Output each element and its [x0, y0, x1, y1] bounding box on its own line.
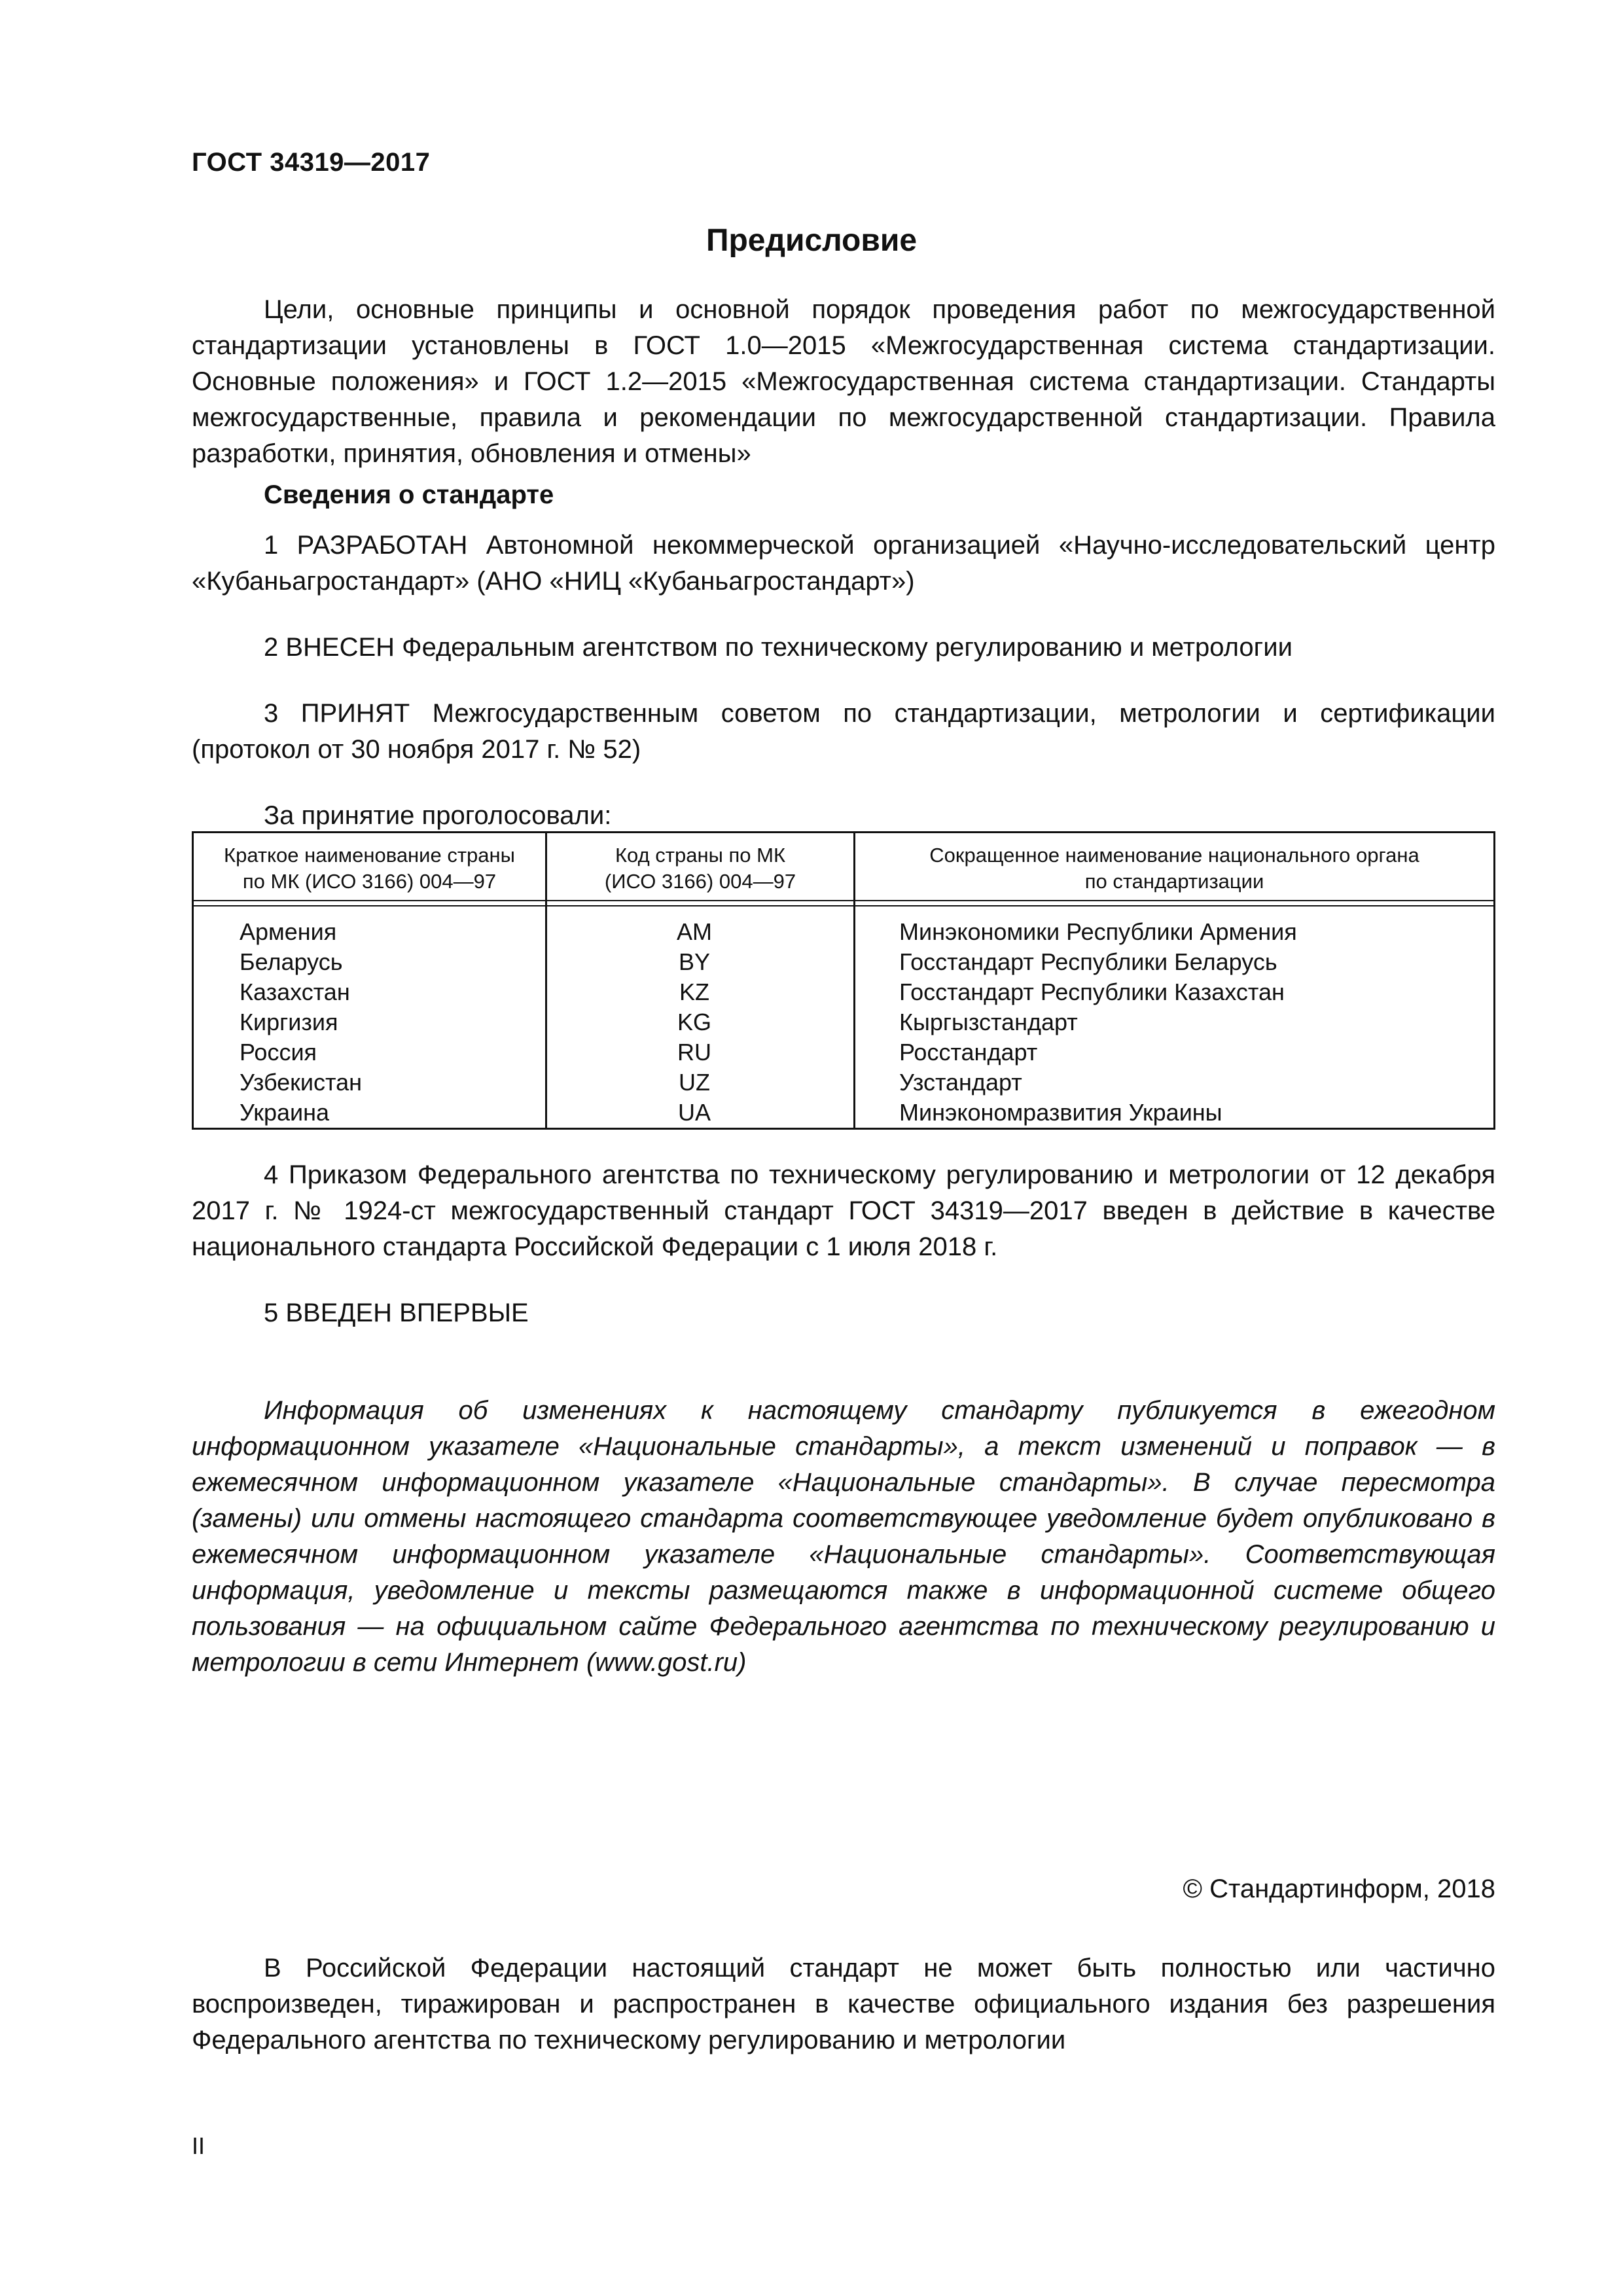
table-row	[194, 1067, 1493, 1098]
item-first-introduced: 5 ВВЕДЕН ВПЕРВЫЕ	[264, 1299, 529, 1327]
code-cell: UZ	[679, 1069, 710, 1096]
item-introduced: 2 ВНЕСЕН Федеральным агентством по техническому регулированию и метрологии	[264, 633, 1293, 662]
country-cell: Армения	[240, 918, 337, 945]
org-cell: Минэкономики Республики Армения	[899, 918, 1297, 945]
code-cell: AM	[677, 918, 712, 945]
country-cell: Киргизия	[240, 1009, 338, 1035]
page-title: Предисловие	[705, 223, 918, 258]
code-cell: BY	[678, 948, 711, 975]
document-code: ГОСТ 34319—2017	[192, 148, 431, 177]
copyright-notice: © Стандартинформ, 2018	[1183, 1874, 1495, 1903]
item-enacted: 4 Приказом Федерального агентства по техническому регулированию и метрологии от 12 декабря 2017 г. № 1924-ст межгосударственный стандарт ГОСТ 34319—2017 введен в действие в качестве национального стандарта Российской Федерации с 1 июля 2018 г.	[192, 1160, 1495, 1261]
table-header-divider	[194, 900, 1493, 901]
org-cell: Росстандарт	[899, 1039, 1038, 1066]
item-adopted: 3 ПРИНЯТ Межгосударственным советом по стандартизации, метрологии и сертификации (протокол от 30 ноября 2017 г. № 52)	[192, 699, 1495, 764]
table-row	[194, 917, 1493, 947]
org-cell: Кыргызстандарт	[899, 1009, 1078, 1035]
table-header-org: Сокращенное наименование национального органа по стандартизации	[929, 844, 1419, 893]
table-header-country: Краткое наименование страны по МК (ИСО 3166) 004—97	[224, 844, 515, 893]
table-body	[194, 917, 1493, 1128]
org-cell: Узстандарт	[899, 1069, 1022, 1096]
enactment-section	[192, 1157, 1495, 1331]
org-cell: Госстандарт Республики Беларусь	[899, 948, 1277, 975]
code-cell: KZ	[679, 978, 709, 1005]
intro-section	[192, 292, 1495, 834]
country-cell: Украина	[240, 1099, 330, 1126]
org-cell: Минэкономразвития Украины	[899, 1099, 1222, 1126]
code-cell: KG	[677, 1009, 711, 1035]
table-row	[194, 1037, 1493, 1067]
voting-table	[192, 831, 1495, 1130]
country-cell: Беларусь	[240, 948, 343, 975]
code-cell: UA	[677, 1099, 711, 1126]
table-row	[194, 977, 1493, 1007]
table-row	[194, 947, 1493, 977]
rights-notice: В Российской Федерации настоящий стандарт не может быть полностью или частично воспроизведен, тиражирован и распространен в качестве официального издания без разрешения Федерального агентства по техническому регулированию и метрологии	[192, 1954, 1495, 2054]
table-header-divider	[194, 905, 1493, 906]
country-cell: Россия	[240, 1039, 317, 1066]
changes-notice: Информация об изменениях к настоящему стандарту публикуется в ежегодном информационном указателе «Национальные стандарты», а текст изменений и поправок — в ежемесячном информационном указателе «Национальные стандарты». В случае пересмотра (замены) или отмены настоящего стандарта соответствующее уведомление будет опубликовано в ежемесячном информационном указателе «Национальные стандарты». Соответствующая информация, уведомление и тексты размещаются также в информационной системе общего пользования — на официальном сайте Федерального агентства по техническому регулированию и метрологии в сети Интернет (www.gost.ru)	[192, 1396, 1495, 1677]
org-cell: Госстандарт Республики Казахстан	[899, 978, 1285, 1005]
page-number: II	[192, 2132, 205, 2159]
country-cell: Казахстан	[240, 978, 350, 1005]
notice-section	[192, 1393, 1495, 1681]
table-header-code: Код страны по МК (ИСО 3166) 004—97	[604, 844, 796, 893]
country-cell: Узбекистан	[240, 1069, 363, 1096]
rights-section	[192, 1950, 1495, 2058]
info-heading: Сведения о стандарте	[264, 480, 554, 509]
intro-paragraph: Цели, основные принципы и основной порядок проведения работ по межгосударственной стандартизации установлены в ГОСТ 1.0—2015 «Межгосударственная система стандартизации. Основные положения» и ГОСТ 1.2—2015 «Межгосударственная система стандартизации. Стандарты межгосударственные, правила и рекомендации по межгосударственной стандартизации. Правила разработки, принятия, обновления и отмены»	[192, 295, 1495, 468]
table-row	[194, 1007, 1493, 1037]
table-row	[194, 1098, 1493, 1128]
voted-label: За принятие проголосовали:	[264, 801, 612, 830]
item-developed: 1 РАЗРАБОТАН Автономной некоммерческой организацией «Научно-исследовательский центр «Кубаньагростандарт» (АНО «НИЦ «Кубаньагростандарт»)	[192, 531, 1495, 596]
code-cell: RU	[677, 1039, 711, 1066]
